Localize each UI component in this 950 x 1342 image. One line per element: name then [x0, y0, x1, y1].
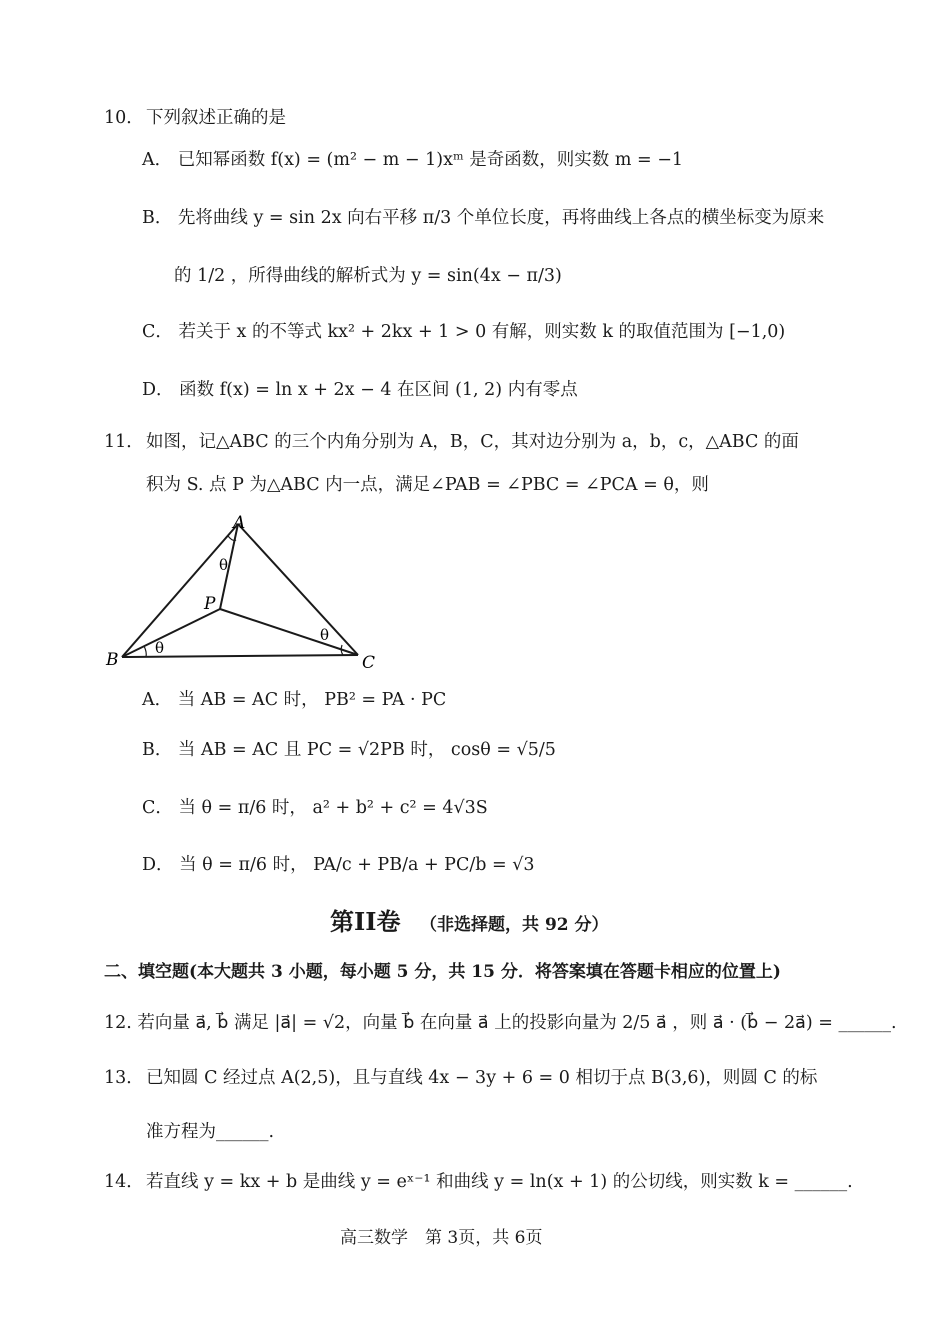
q10-option-a: A． 已知幂函数 f(x) = (m² − m − 1)xᵐ 是奇函数，则实数 m = −1 — [142, 150, 684, 170]
q10-number: 10． — [104, 108, 144, 128]
point-label-p: P — [204, 594, 216, 614]
vertex-label-c: C — [362, 653, 376, 670]
q12-text: 12. 若向量 a⃗, b⃗ 满足 |a⃗| = √2，向量 b⃗ 在向量 a⃗ 上的投影向量为 2/5 a⃗ ，则 a⃗ · (b⃗ − 2a⃗) = ______. — [104, 1013, 897, 1033]
q10-option-b-line1: B． 先将曲线 y = sin 2x 向右平移 π/3 个单位长度，再将曲线上各点的横坐标变为原来 — [142, 208, 825, 228]
q11-option-b: B． 当 AB = AC 且 PC = √2PB 时， cosθ = √5/5 — [142, 740, 556, 760]
q10-option-d: D． 函数 f(x) = ln x + 2x − 4 在区间 (1, 2) 内有零点 — [142, 380, 578, 400]
section2-heading: 二、填空题(本大题共 3 小题，每小题 5 分，共 15 分．将答案填在答题卡相应的位置上) — [104, 962, 781, 982]
q11-option-c: C． 当 θ = π/6 时， a² + b² + c² = 4√3S — [142, 798, 488, 818]
q11-stem-line1: 如图，记△ABC 的三个内角分别为 A，B，C，其对边分别为 a，b，c，△ABC 的面 — [146, 432, 799, 452]
angle-label-c: θ — [320, 626, 330, 644]
q10-option-c: C． 若关于 x 的不等式 kx² + 2kx + 1 > 0 有解，则实数 k 的取值范围为 [−1,0) — [142, 322, 786, 342]
q13-number: 13． — [104, 1068, 144, 1088]
angle-label-b: θ — [155, 639, 165, 657]
vertex-label-b: B — [106, 650, 119, 670]
q10-option-b-line2: 的 1/2 ，所得曲线的解析式为 y = sin(4x − π/3) — [174, 266, 562, 286]
segment-pb — [122, 609, 220, 657]
page-footer: 高三数学 第 3页，共 6页 — [340, 1228, 543, 1248]
triangle-figure — [100, 510, 400, 670]
q11-option-d: D． 当 θ = π/6 时， PA/c + PB/a + PC/b = √3 — [142, 855, 535, 875]
q14-stem: 若直线 y = kx + b 是曲线 y = eˣ⁻¹ 和曲线 y = ln(x + 1) 的公切线，则实数 k = ______. — [146, 1172, 853, 1192]
q13-stem-line2: 准方程为______. — [146, 1122, 275, 1142]
q11-stem-line2: 积为 S. 点 P 为△ABC 内一点，满足∠PAB = ∠PBC = ∠PCA = θ，则 — [146, 475, 709, 495]
edge-ab — [122, 524, 238, 657]
q11-option-a: A． 当 AB = AC 时， PB² = PA · PC — [142, 690, 447, 710]
part2-title: 第II卷 — [330, 907, 401, 936]
vertex-label-a: A — [233, 513, 246, 533]
angle-label-a: θ — [219, 556, 229, 574]
q11-number: 11． — [104, 432, 144, 452]
q14-number: 14． — [104, 1172, 144, 1192]
part2-subtitle: （非选择题，共 92 分） — [420, 915, 609, 935]
q13-stem-line1: 已知圆 C 经过点 A(2,5)，且与直线 4x − 3y + 6 = 0 相切于点 B(3,6)，则圆 C 的标 — [146, 1068, 818, 1088]
q10-stem: 下列叙述正确的是 — [146, 108, 286, 128]
angle-arc-b — [144, 646, 146, 657]
